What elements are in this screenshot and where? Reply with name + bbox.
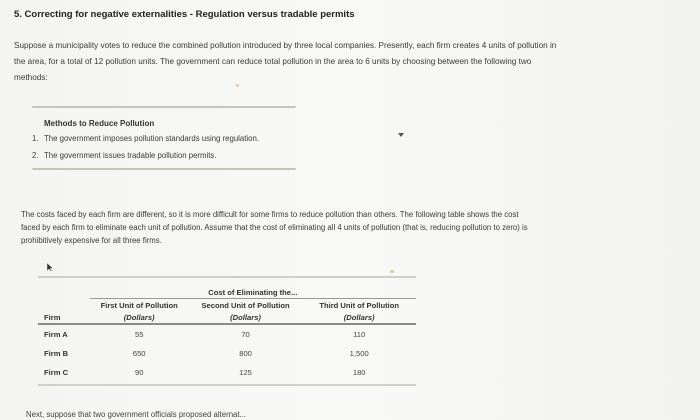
next-paragraph: Next, suppose that two government officials proposed alternat... <box>26 410 247 419</box>
table-header-row <box>38 299 416 311</box>
col-subheader-third: (Dollars) <box>343 312 375 322</box>
table-row <box>38 344 416 363</box>
decorative-mark <box>390 270 394 273</box>
methods-item-text: The government issues tradable pollution permits. <box>44 151 217 160</box>
costs-paragraph <box>21 208 641 247</box>
question-title: 5. Correcting for negative externalities - Regulation versus tradable permits <box>14 9 355 20</box>
table-subheader-row <box>38 311 416 323</box>
first-unit-cost: 90 <box>134 368 144 377</box>
table-bottom-rule <box>38 384 416 386</box>
costs-line-2: faced by each firm to eliminate each unit of pollution. Assume that the cost of eliminating all 4 units of pollution (that is, reducing pollution to zero) is <box>21 223 528 232</box>
third-unit-cost: 1,500 <box>349 349 369 358</box>
costs-line-1: The costs faced by each firm are different, so it is more difficult for some firms to reduce pollution than others. The following table shows the cost <box>21 210 519 219</box>
col-subheader-second: (Dollars) <box>230 312 261 322</box>
methods-item-2 <box>32 151 296 160</box>
table-group-header: Cost of Eliminating the... <box>208 287 298 297</box>
dropdown-arrow-icon[interactable] <box>398 133 404 137</box>
col-header-first: First Unit of Pollution <box>100 300 178 310</box>
col-header-third: Third Unit of Pollution <box>319 300 400 310</box>
intro-paragraph <box>14 38 644 86</box>
cost-table-wrapper <box>38 276 416 382</box>
methods-list <box>32 134 296 160</box>
firm-name: Firm C <box>44 368 69 377</box>
methods-item-text: The government imposes pollution standards using regulation. <box>44 134 259 143</box>
intro-line-1: Suppose a municipality votes to reduce the combined pollution introduced by three local companies. Presently, each firm creates 4 units of pollution in <box>14 41 557 50</box>
methods-box <box>32 106 296 170</box>
cost-table <box>38 278 416 382</box>
third-unit-cost: 110 <box>353 330 366 339</box>
methods-heading: Methods to Reduce Pollution <box>44 119 155 128</box>
methods-top-rule <box>32 106 296 108</box>
second-unit-cost: 70 <box>241 330 250 339</box>
second-unit-cost: 800 <box>239 349 252 358</box>
firm-name: Firm B <box>44 349 69 358</box>
intro-line-3: methods: <box>14 73 48 82</box>
table-group-header-row <box>38 278 416 298</box>
first-unit-cost: 650 <box>132 349 146 358</box>
col-header-firm: Firm <box>44 312 61 322</box>
costs-line-3: prohibitively expensive for all three firms. <box>21 236 162 245</box>
mouse-cursor-icon <box>46 262 54 272</box>
table-row <box>38 325 416 344</box>
methods-item-number: 1. <box>32 134 39 143</box>
third-unit-cost: 180 <box>352 368 366 377</box>
methods-bottom-rule <box>32 168 296 170</box>
table-row <box>38 363 416 382</box>
methods-item-number: 2. <box>32 151 39 160</box>
first-unit-cost: 55 <box>134 330 144 339</box>
second-unit-cost: 125 <box>239 368 252 377</box>
firm-name: Firm A <box>44 330 68 339</box>
methods-item-1 <box>32 134 296 143</box>
decorative-dot <box>236 84 239 87</box>
col-header-second: Second Unit of Pollution <box>201 300 290 310</box>
col-subheader-first: (Dollars) <box>123 312 155 322</box>
intro-line-2: the area, for a total of 12 pollution units. The government can reduce total pollution in the area to 6 units by choosing between the following two <box>14 57 532 66</box>
